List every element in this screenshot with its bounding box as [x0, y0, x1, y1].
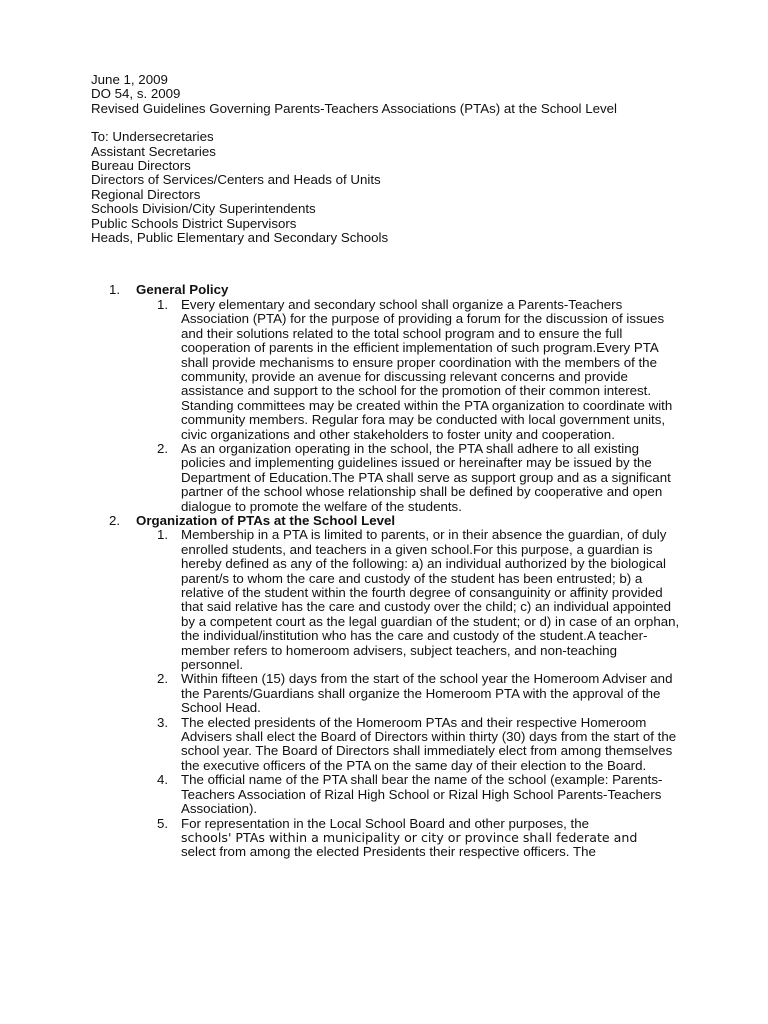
list-item: [136, 672, 691, 715]
item-number: 1.: [157, 527, 169, 543]
item-number: 3.: [157, 714, 169, 730]
item-text: As an organization operating in the school, the PTA shall adhere to all existing policies and implementing guidelines issued or hereinafter may be issued by the Department of Education.The PTA shall serve as support group and as a significant partner of the school whose relationship shall be defined by cooperative and open dialogue to promote the welfare of the students.: [181, 440, 671, 514]
recipient-item: Heads, Public Elementary and Secondary Schools: [91, 230, 389, 246]
recipient-item: Directors of Services/Centers and Heads of Units: [91, 172, 381, 188]
item-text: Every elementary and secondary school shall organize a Parents-Teachers Association (PTA) for the purpose of providing a forum for the discussion of issues and their solutions related to the total school program and to ensure the full cooperation of parents in the efficient implementation of such program.Every PTA shall provide mechanisms to ensure proper coordination with the members of the community, provide an avenue for discussing relevant concerns and provide assistance and support to the school for the promotion of their common interest. Standing committees may be created within the PTA organization to coordinate with community members. Regular fora may be conducted with local government units, civic organizations and other stakeholders to foster unity and cooperation.: [181, 296, 673, 442]
document-date: June 1, 2009: [91, 72, 168, 87]
section-general-policy: [91, 283, 691, 514]
document-header: [91, 73, 691, 116]
item-number: 2.: [157, 440, 169, 456]
list-item: [136, 298, 691, 442]
item-text: Membership in a PTA is limited to parents, or in their absence the guardian, of duly enrolled students, and teachers in a given school.For this purpose, a guardian is hereby defined as any of the following: a) an individual authorized by the biological parent/s to whom the care and custody of the student has been entrusted; b) a relative of the student within the fourth degree of consanguinity or affinity provided that said relative has the care and custody over the child; c) an individual appointed by a competent court as the legal guardian of the student; or d) in case of an orphan, the individual/institution who has the care and custody of the student.A teacher-member refers to homeroom advisers, subject teachers, and non-teaching personnel.: [181, 527, 680, 673]
document-title: Revised Guidelines Governing Parents-Teachers Associations (PTAs) at the School Level: [91, 100, 617, 116]
item-text-line: select from among the elected Presidents their respective officers. The: [181, 844, 596, 860]
section-title: Organization of PTAs at the School Level: [136, 512, 396, 528]
section-number: 2.: [109, 512, 121, 528]
section-number: 1.: [109, 282, 121, 298]
item-text: The official name of the PTA shall bear the name of the school (example: Parents-Teachers Association of Rizal High School or Rizal High School Parents-Teachers Association).: [181, 772, 663, 817]
recipient-item: Schools Division/City Superintendents: [91, 201, 316, 217]
recipient-item: Regional Directors: [91, 186, 201, 202]
document-page: [91, 73, 691, 860]
section-title: General Policy: [136, 282, 229, 298]
section-organization: [91, 514, 691, 860]
recipient-to-line: To: Undersecretaries: [91, 129, 214, 145]
order-number: DO 54, s. 2009: [91, 86, 181, 102]
item-number: 4.: [157, 772, 169, 788]
item-number: 2.: [157, 671, 169, 687]
item-text: Within fifteen (15) days from the start of the school year the Homeroom Adviser and the Parents/Guardians shall organize the Homeroom PTA with the approval of the School Head.: [181, 671, 673, 716]
list-item: [136, 442, 691, 514]
item-number: 1.: [157, 296, 169, 312]
recipient-item: Assistant Secretaries: [91, 143, 216, 159]
sections-list: [91, 283, 691, 859]
item-text: The elected presidents of the Homeroom PTAs and their respective Homeroom Advisers shall elect the Board of Directors within thirty (30) days from the start of the school year. The Board of Directors shall immediately elect from among themselves the executive officers of the PTA on the same day of their election to the Board.: [181, 714, 677, 773]
recipient-item: Bureau Directors: [91, 158, 191, 174]
list-item: [136, 817, 691, 860]
list-item: [136, 716, 691, 774]
list-item: [136, 773, 691, 816]
recipients-block: [91, 130, 691, 245]
recipient-item: Public Schools District Supervisors: [91, 215, 297, 231]
item-text-line: For representation in the Local School Board and other purposes, the: [181, 815, 590, 831]
list-item: [136, 528, 691, 672]
item-text-line: schools' PTAs within a municipality or city or province shall federate and: [181, 829, 638, 845]
item-text: [181, 817, 681, 860]
item-number: 5.: [157, 815, 169, 831]
